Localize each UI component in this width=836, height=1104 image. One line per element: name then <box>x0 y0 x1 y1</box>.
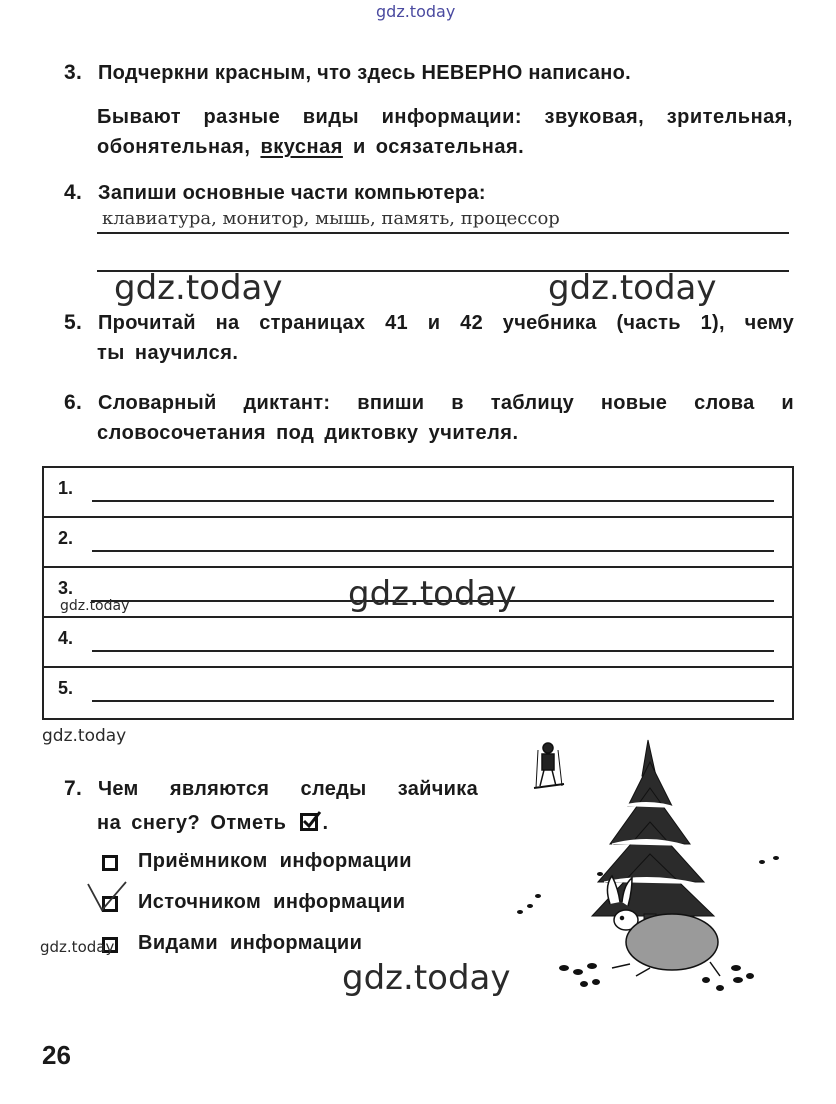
task-7-line2-text: на снегу? Отметь <box>97 812 287 834</box>
task-4-text: Запиши основные части компьютера: <box>98 182 486 204</box>
option-checkbox-1[interactable] <box>102 855 118 871</box>
task-3-line2-after: и осязательная. <box>352 136 525 158</box>
fir-tree-icon <box>592 740 714 938</box>
task-4-answer: клавиатура, монитор, мышь, память, процессор <box>102 208 560 229</box>
task-6-text: Словарный диктант: впиши в таблицу новые слова и <box>98 392 794 414</box>
row-number: 4. <box>58 628 74 648</box>
option-label-3: Видами информации <box>138 932 363 954</box>
table-row[interactable] <box>44 468 792 518</box>
row-write-line[interactable] <box>92 700 774 702</box>
checkmark-box-icon <box>300 810 322 840</box>
row-number: 3. <box>58 578 74 598</box>
row-number: 1. <box>58 478 74 498</box>
task-5-line1 <box>64 308 796 338</box>
option-label-2: Источником информации <box>138 891 406 913</box>
watermark-table-small: gdz.today <box>60 598 130 614</box>
task-6-number: 6. <box>64 391 83 414</box>
task-6-line1 <box>64 388 796 418</box>
task-7-line2-end: . <box>322 812 329 834</box>
winter-illustration <box>500 736 800 1005</box>
task-7-line2 <box>97 808 329 840</box>
task-5-line2: ты научился. <box>97 342 239 364</box>
page-number: 26 <box>42 1040 71 1070</box>
answer-line-1 <box>97 232 789 234</box>
watermark-table: gdz.today <box>348 574 517 614</box>
task-3-number: 3. <box>64 61 83 84</box>
row-number: 5. <box>58 678 74 698</box>
task-3-prompt <box>64 58 804 88</box>
table-row[interactable] <box>44 518 792 568</box>
task-5-text: Прочитай на страницах 41 и 42 учебника (часть 1), чему <box>98 312 794 334</box>
watermark-left: gdz.today <box>114 268 283 308</box>
table-row[interactable] <box>44 668 792 718</box>
skier-icon <box>534 743 564 788</box>
handwritten-check-icon <box>86 878 130 923</box>
task-4-prompt <box>64 178 804 208</box>
watermark-bottom: gdz.today <box>342 958 511 998</box>
task-6-line2: словосочетания под диктовку учителя. <box>97 422 519 444</box>
watermark-top: gdz.today <box>376 2 456 21</box>
task-7-number: 7. <box>64 777 83 800</box>
watermark-below-table: gdz.today <box>42 726 127 746</box>
watermark-right: gdz.today <box>548 268 717 308</box>
row-number: 2. <box>58 528 74 548</box>
task-4-number: 4. <box>64 181 83 204</box>
task-3-line2-before: обонятельная, <box>97 136 251 158</box>
underlined-word: вкусная <box>260 136 343 158</box>
option-label-1: Приёмником информации <box>138 850 412 872</box>
watermark-option: gdz.today <box>40 938 115 956</box>
table-row[interactable] <box>44 618 792 668</box>
row-write-line[interactable] <box>92 500 774 502</box>
row-write-line[interactable] <box>92 650 774 652</box>
task-7-line1 <box>64 774 484 804</box>
task-3-text: Подчеркни красным, что здесь НЕВЕРНО написано. <box>98 62 632 84</box>
task-7-text: Чем являются следы зайчика <box>98 778 478 800</box>
task-3-line1: Бывают разные виды информации: звуковая, зрительная, <box>97 106 793 128</box>
task-3-line2 <box>97 132 797 162</box>
task-5-number: 5. <box>64 311 83 334</box>
row-write-line[interactable] <box>92 550 774 552</box>
